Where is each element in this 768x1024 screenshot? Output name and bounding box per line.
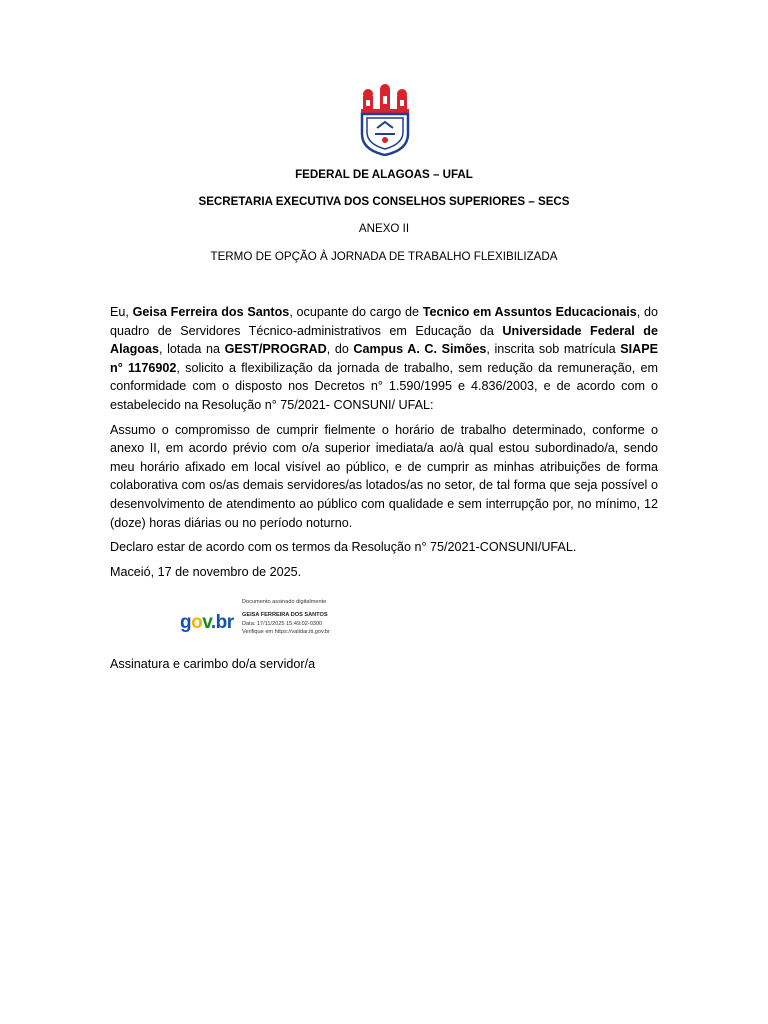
text-segment: , ocupante do cargo de (289, 305, 423, 319)
text-segment: , do (326, 342, 354, 357)
digital-signature-stamp (180, 598, 380, 644)
signature-details (242, 598, 382, 637)
svg-text:gov.br: gov.br (180, 612, 234, 633)
signature-verify-link: Verifique em https://validar.iti.gov.br (242, 629, 330, 636)
siape-number: SIAPE n° 1176902 (110, 342, 658, 375)
document-body (110, 303, 658, 587)
header-termo-title: TERMO DE OPÇÃO À JORNADA DE TRABALHO FLEXIBILIZADA (210, 250, 558, 263)
ufal-coat-of-arms-icon (359, 84, 411, 156)
paragraph-declaration (110, 303, 658, 415)
signer-name: GEISA FERREIRA DOS SANTOS (242, 612, 328, 619)
campus-name: Campus A. C. Simões (353, 342, 487, 357)
signature-heading: Documento assinado digitalmente (242, 599, 327, 605)
header-institution: FEDERAL DE ALAGOAS – UFAL (295, 168, 473, 181)
text-segment: , lotada na (159, 342, 225, 357)
text-segment: , inscrita sob matrícula (486, 342, 621, 357)
job-title: Tecnico em Assuntos Educacionais (422, 305, 637, 319)
paragraph-agreement: Declaro estar de acordo com os termos da Resolução n° 75/2021-CONSUNI/UFAL. (110, 540, 577, 555)
text-segment: Eu, (110, 305, 133, 319)
department: GEST/PROGRAD (224, 342, 327, 357)
signature-date: Data: 17/11/2025 15:49:02-0300 (242, 620, 323, 627)
date-line: Maceió, 17 de novembro de 2025. (110, 564, 302, 579)
govbr-logo-icon (180, 608, 238, 634)
text-segment: , do quadro de Servidores Técnico-administrativos em Educação da (110, 305, 658, 338)
servant-name: Geisa Ferreira dos Santos (132, 305, 290, 319)
university-name: Universidade Federal de Alagoas (110, 323, 658, 357)
text-segment: , solicito a flexibilização da jornada de trabalho, sem redução da remuneração, em conformidade com o disposto nos Decretos n° 1.590/1995 e 4.836/2003, e de acordo com o estabelecido na Resolução n° 75/2021- CONSUNI/ UFAL: (110, 360, 658, 412)
header-anexo: ANEXO II (358, 222, 410, 235)
signature-label: Assinatura e carimbo do/a servidor/a (110, 657, 316, 671)
header-secretaria: SECRETARIA EXECUTIVA DOS CONSELHOS SUPERIORES – SECS (198, 195, 570, 208)
paragraph-commitment: Assumo o compromisso de cumprir fielmente o horário de trabalho determinado, conforme o anexo II, em acordo prévio com o/a superior imediata/a ao/à qual estou subordinado/a, sendo meu horário afixado em local visível ao público, e de cumprir as minhas atribuições de forma colaborativa com os/as demais servidores/as lotados/as no setor, de tal forma que seja possível o desenvolvimento de atendimento ao público com qualidade e sem interrupção por, no mínimo, 12 (doze) horas diárias ou no período noturno. (110, 422, 658, 530)
